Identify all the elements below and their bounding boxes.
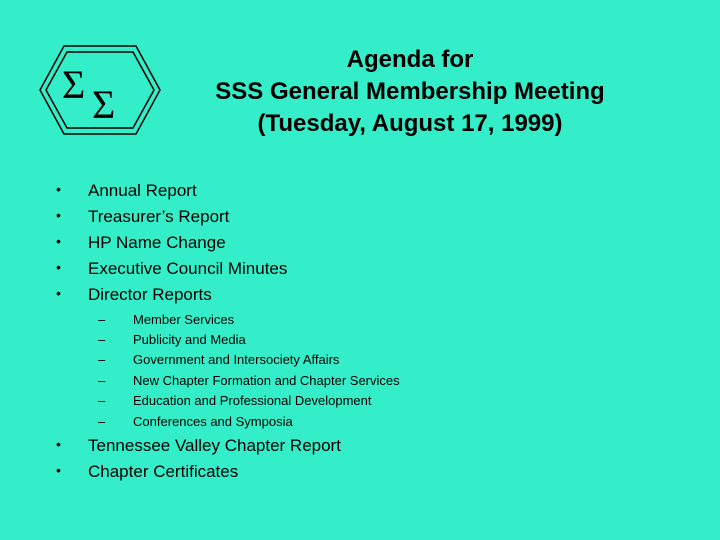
bullet: •: [56, 259, 61, 275]
bullet: •: [56, 436, 61, 452]
agenda-item-label: Tennessee Valley Chapter Report: [88, 436, 341, 455]
agenda-item-label: Executive Council Minutes: [88, 259, 288, 278]
sigma-glyph-1: Σ: [62, 62, 86, 107]
title-line-1: Agenda for: [346, 46, 474, 73]
dash: –: [98, 373, 106, 388]
director-report-label: Education and Professional Development: [133, 393, 372, 408]
page-title: [170, 44, 650, 140]
agenda-item-label: Chapter Certificates: [88, 462, 239, 481]
agenda-item-label: HP Name Change: [88, 233, 226, 252]
director-report-label: Member Services: [133, 312, 235, 327]
dash: –: [98, 393, 106, 408]
sigma-glyph-2: Σ: [92, 82, 116, 127]
bullet: •: [56, 181, 61, 197]
bullet: •: [56, 207, 61, 223]
director-report-label: New Chapter Formation and Chapter Services: [133, 373, 400, 388]
agenda-item-label: Annual Report: [88, 181, 197, 200]
dash: –: [98, 352, 106, 367]
bullet: •: [56, 285, 61, 301]
director-report-label: Conferences and Symposia: [133, 414, 293, 429]
agenda-item-label: Director Reports: [88, 285, 212, 304]
dash: –: [98, 414, 106, 429]
dash: –: [98, 332, 106, 347]
title-line-3: (Tuesday, August 17, 1999): [257, 110, 563, 137]
director-report-label: Publicity and Media: [133, 332, 246, 347]
sigma-sigma-hexagon-icon: [36, 42, 164, 138]
agenda-item-label: Treasurer’s Report: [88, 207, 230, 226]
title-line-2: SSS General Membership Meeting: [215, 78, 605, 105]
bullet: •: [56, 462, 61, 478]
dash: –: [98, 312, 106, 327]
bullet: •: [56, 233, 61, 249]
director-report-label: Government and Intersociety Affairs: [133, 352, 340, 367]
